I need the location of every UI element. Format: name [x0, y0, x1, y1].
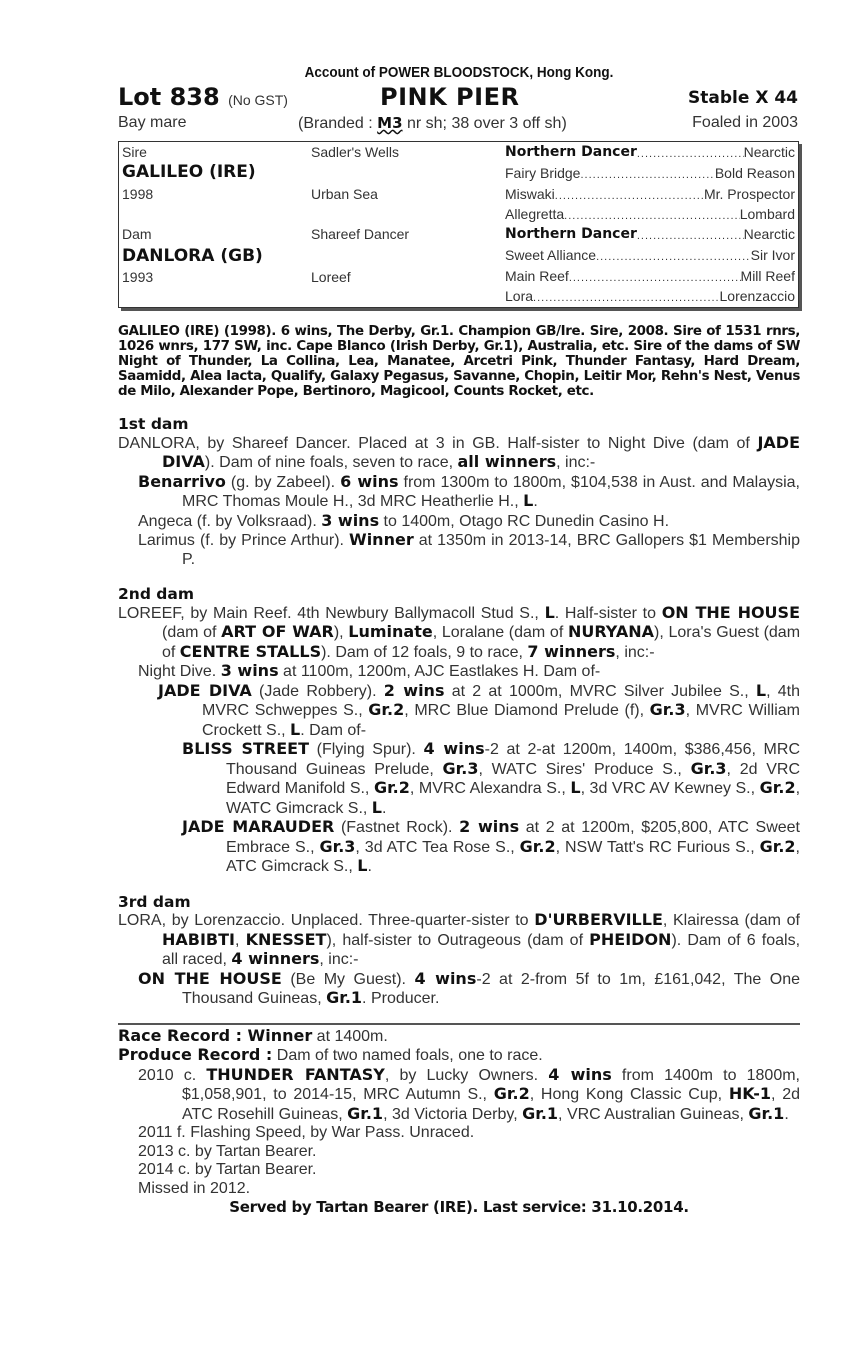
text: LORA, by Lorenzaccio. Unplaced. Three-quarter-sister to [118, 912, 535, 929]
bold-text: L [371, 797, 382, 817]
text: . [784, 1105, 789, 1123]
text: (g. by Zabeel). [225, 473, 341, 491]
sire-dam: Urban Sea [311, 186, 378, 202]
bold-text: Gr.3 [319, 836, 356, 856]
text: , Loralane (dam of [432, 624, 568, 641]
text: , 2d VRC Edward Manifold S., [226, 760, 801, 797]
text: , 3d VRC AV Kewney S., [580, 780, 760, 797]
bold-text: Luminate [348, 622, 433, 641]
text: , MVRC William Crockett S., [202, 702, 800, 739]
gen3-name: Miswaki [505, 186, 555, 202]
sire-year: 1998 [122, 186, 154, 202]
text: at 1350m in 2013-14, BRC Gallopers $1 Membership P. [182, 532, 801, 568]
first-dam-section [118, 415, 800, 569]
text: , ATC Gimcrack S., [226, 838, 800, 875]
pedigree-gen3-row [505, 144, 795, 160]
section-title: 3rd dam [118, 892, 191, 911]
text: Dam of two named foals, one to race. [272, 1047, 543, 1064]
gen3-sire: Nearctic [743, 226, 795, 242]
bold-text: Winner [349, 530, 414, 549]
text: Night Dive. [138, 663, 221, 680]
runner-entry [118, 473, 800, 512]
gen3-sire: Sir Ivor [750, 247, 795, 263]
text: , Klairessa (dam of [662, 912, 801, 929]
text: , [234, 931, 246, 949]
pedigree-gen3-row [505, 186, 795, 202]
stable-location: Stable X 44 [688, 88, 798, 108]
race-record [118, 1027, 800, 1047]
bold-text: 3 wins [220, 661, 279, 680]
bold-text: HABIBTI [162, 929, 235, 949]
dam-name: DANLORA (GB) [122, 246, 263, 266]
foal-entry [118, 1066, 800, 1125]
bold-text: NURYANA [567, 622, 654, 641]
text: at 1100m, 1200m, AJC Eastlakes H. Dam of- [278, 663, 601, 680]
gen3-name: Main Reef [505, 268, 569, 284]
pedigree-gen3-row [505, 288, 795, 304]
bold-text: Gr.1 [748, 1103, 785, 1123]
text: , 4th MVRC Schweppes S., [202, 682, 801, 719]
text: . [381, 799, 387, 817]
bold-text: CENTRE STALLS [179, 641, 322, 661]
bold-text: HK-1 [728, 1084, 772, 1103]
text: ), Lora's Guest (dam of [162, 624, 801, 661]
dam-intro [118, 434, 800, 473]
divider [118, 1023, 800, 1025]
gen3-sire: Mr. Prospector [703, 186, 795, 202]
bold-text: 4 wins [548, 1064, 612, 1084]
text: ), [333, 624, 349, 641]
foal-entry [118, 1180, 800, 1199]
dam-dam: Loreef [311, 269, 351, 285]
text: . [533, 493, 538, 510]
bold-text: L [290, 719, 301, 739]
text: 2010 c. [138, 1066, 207, 1084]
bold-text: 3 wins [321, 510, 380, 530]
text: , WATC Sires' Produce S., [478, 760, 691, 778]
text: -2 at 2-at 1200m, 1400m, $386,456, MRC Thousand Guineas Prelude, [226, 741, 800, 778]
bold-text: L [755, 680, 767, 700]
dam-year: 1993 [122, 269, 154, 285]
title-row [118, 83, 800, 111]
catalogue-page [118, 64, 800, 1217]
bold-text: Gr.2 [373, 778, 410, 797]
sire-name: GALILEO (IRE) [122, 162, 256, 182]
text: at 2 at 1000m, MVRC Silver Jubilee S., [444, 682, 756, 700]
bold-text: Gr.3 [442, 758, 479, 778]
runner-entry [118, 740, 800, 818]
text: from 1300m to 1800m, $104,538 in Aust. and Malaysia, MRC Thomas Moule H., 3d MRC Heatherlie H., [182, 473, 801, 510]
section-title: 2nd dam [118, 585, 195, 603]
text: , inc:- [556, 454, 596, 471]
bold-text: 6 wins [340, 471, 399, 491]
text: ). Dam of 6 foals, all raced, [162, 931, 801, 968]
foaled-year: Foaled in 2003 [692, 114, 798, 131]
text: from 1400m to 1800m, $1,058,901, to 2014-15, MRC Autumn S., [182, 1066, 801, 1103]
runner-entry [118, 662, 800, 682]
bold-text: Race Record : Winner [118, 1025, 313, 1045]
pedigree-gen3-row [505, 226, 795, 242]
horse-sex: Bay mare [118, 114, 187, 131]
text: ). Dam of 12 foals, 9 to race, [321, 643, 528, 661]
bold-text: Gr.1 [522, 1103, 559, 1123]
bold-text: Gr.1 [326, 988, 363, 1007]
text: . Dam of- [300, 721, 367, 739]
bold-text: BLISS STREET [182, 739, 309, 758]
bold-text: 4 wins [423, 739, 485, 758]
brand-suffix: nr sh; 38 over 3 off sh) [402, 115, 567, 132]
brand-description [298, 114, 567, 133]
text: (Be My Guest). [281, 970, 415, 988]
gen3-name: Lora [505, 288, 534, 304]
bold-text: 2 wins [383, 680, 445, 700]
runner-entry [118, 531, 800, 569]
gst-note: (No GST) [228, 92, 288, 108]
text: to 1400m, Otago RC Dunedin Casino H. [379, 512, 670, 530]
dam-label: Dam [122, 226, 152, 242]
bold-text: D'URBERVILLE [534, 910, 663, 929]
text: , 2d ATC Rosehill Guineas, [182, 1086, 800, 1123]
bold-text: all winners [457, 452, 557, 471]
bold-text: Gr.2 [519, 836, 556, 856]
bold-text: 7 winners [527, 641, 616, 661]
gen3-sire: Lorenzaccio [719, 288, 795, 304]
text: , VRC Australian Guineas, [558, 1105, 749, 1123]
pedigree-gen3-row [505, 165, 795, 181]
text: , NSW Tatt's RC Furious S., [555, 838, 760, 856]
produce-record [118, 1046, 800, 1066]
runner-entry [118, 682, 800, 741]
bold-text: Gr.3 [649, 700, 686, 719]
bold-text: ART OF WAR [221, 622, 334, 641]
gen3-sire: Mill Reef [740, 268, 795, 284]
pedigree-table [118, 141, 799, 308]
bold-text: L [570, 778, 581, 797]
text: (dam of [162, 624, 222, 641]
bold-text: JADE MARAUDER [182, 817, 335, 836]
bold-text: L [544, 602, 555, 622]
bold-text: Produce Record : [118, 1045, 273, 1064]
text: DANLORA, by Shareef Dancer. Placed at 3 in GB. Half-sister to Night Dive (dam of [118, 434, 758, 452]
foal-entry [118, 1143, 800, 1162]
text: . Producer. [362, 990, 440, 1007]
bold-text: Gr.2 [759, 778, 796, 797]
gen3-sire: Bold Reason [714, 165, 795, 181]
dam-intro [118, 604, 800, 663]
lot-label: Lot 838 [118, 83, 220, 111]
brand-prefix: (Branded : [298, 115, 378, 132]
bold-text: JADE DIVA [158, 680, 252, 700]
text: at 1400m. [312, 1027, 388, 1045]
text: 2011 f. Flashing Speed, by War Pass. Unraced. [138, 1124, 475, 1141]
gen3-sire: Lombard [739, 206, 795, 222]
text: LOREEF, by Main Reef. 4th Newbury Ballymacoll Stud S., [118, 604, 545, 622]
service-note: Served by Tartan Bearer (IRE). Last service: 31.10.2014. [229, 1198, 689, 1216]
bold-text: L [357, 856, 368, 875]
gen3-name: Fairy Bridge [505, 165, 581, 181]
bold-text: JADE DIVA [162, 432, 800, 471]
text: Missed in 2012. [138, 1179, 251, 1197]
bold-text: Gr.1 [347, 1103, 384, 1123]
sire-label: Sire [122, 144, 147, 160]
text: , 3d Victoria Derby, [383, 1105, 523, 1123]
text: (Fastnet Rock). [334, 819, 460, 836]
runner-entry [118, 970, 800, 1009]
text: 2014 c. by Tartan Bearer. [138, 1161, 317, 1178]
brand-mark-icon: M3 [377, 114, 403, 132]
text: -2 at 2-from 5f to 1m, £161,042, The One Thousand Guineas, [182, 970, 800, 1007]
gen3-name: Northern Dancer [505, 144, 637, 160]
vendor-account: Account of POWER BLOODSTOCK, Hong Kong. [304, 64, 614, 81]
bold-text: Benarrivo [138, 471, 226, 491]
bold-text: Gr.3 [690, 758, 727, 778]
text: ), half-sister to Outrageous (dam of [326, 931, 590, 949]
pedigree-gen3-row [505, 247, 795, 263]
dam-sire: Shareef Dancer [311, 226, 410, 242]
bold-text: ON THE HOUSE [661, 602, 801, 622]
pedigree-gen3-row [505, 268, 795, 284]
text: Larimus (f. by Prince Arthur). [138, 532, 350, 549]
text: ). Dam of nine foals, seven to race, [204, 454, 458, 471]
subtitle-row [118, 111, 800, 135]
bold-text: KNESSET [245, 929, 327, 949]
horse-name: PINK PIER [380, 83, 520, 111]
foal-entry [118, 1124, 800, 1143]
sire-sire: Sadler's Wells [311, 144, 399, 160]
bold-text: Gr.2 [493, 1084, 530, 1103]
text: , WATC Gimcrack S., [226, 780, 801, 817]
bold-text: Gr.2 [368, 700, 405, 719]
bold-text: 4 winners [231, 949, 320, 968]
text: , MRC Blue Diamond Prelude (f), [404, 702, 650, 719]
foal-entry [118, 1161, 800, 1180]
lot-number [118, 83, 288, 111]
third-dam-section [118, 893, 800, 1009]
text: (Jade Robbery). [251, 682, 384, 700]
pedigree-gen3-row [505, 206, 795, 222]
text: , inc:- [319, 951, 359, 968]
bold-text: PHEIDON [589, 929, 672, 949]
text: . Half-sister to [554, 604, 662, 622]
text: at 2 at 1200m, $205,800, ATC Sweet Embrace S., [226, 819, 800, 856]
gen3-name: Northern Dancer [505, 226, 637, 242]
bold-text: 4 wins [414, 968, 477, 988]
gen3-name: Sweet Alliance [505, 247, 597, 263]
text: , inc:- [615, 643, 655, 661]
bold-text: L [523, 491, 534, 510]
text: . [367, 858, 372, 875]
section-title: 1st dam [118, 415, 189, 433]
text: , MVRC Alexandra S., [409, 780, 571, 797]
runner-entry [118, 818, 800, 877]
second-dam-section [118, 585, 800, 877]
bold-text: ON THE HOUSE [138, 968, 282, 988]
text: , by Lucky Owners. [384, 1066, 549, 1084]
text: , 3d ATC Tea Rose S., [355, 838, 520, 856]
text: 2013 c. by Tartan Bearer. [138, 1142, 317, 1160]
runner-entry [118, 512, 800, 532]
sire-summary: GALILEO (IRE) (1998). 6 wins, The Derby, Gr.1. Champion GB/Ire. Sire, 2008. Sire of 1531 rnrs, 1026 wnrs, 177 SW, inc. Cape Blanco (Irish Derby, Gr.1), Australia, etc. Sire of the dams of SW Night of Thunder, La Collina, Lea, Manatee, Arcetri Pink, Thunder Fantasy, Hard Dream, Saamidd, Alea Iacta, Qualify, Galaxy Pegasus, Savanne, Chopin, Leitir Mor, Rehn's Nest, Venus de Milo, Alexander Pope, Bertinoro, Magicool, Counts Rocket, etc. [118, 324, 800, 399]
records-section [118, 1027, 800, 1217]
gen3-name: Allegretta [505, 206, 565, 222]
text: (Flying Spur). [308, 741, 424, 758]
bold-text: 2 wins [459, 817, 520, 836]
dam-intro [118, 911, 800, 970]
bold-text: THUNDER FANTASY [206, 1064, 385, 1084]
gen3-sire: Nearctic [743, 144, 795, 160]
text: , Hong Kong Classic Cup, [529, 1086, 729, 1103]
text: Angeca (f. by Volksraad). [138, 512, 322, 530]
bold-text: Gr.2 [759, 836, 796, 856]
